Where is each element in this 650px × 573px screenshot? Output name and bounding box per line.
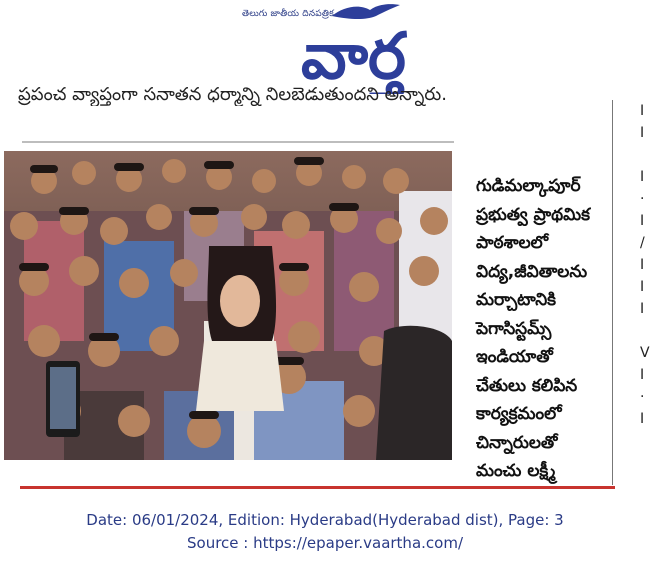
caption-line: కార్యక్రమంలో [476, 404, 562, 424]
previous-article-last-line: ప్రపంచ వ్యాప్తంగా సనాతన ధర్మాన్ని నిలబెడుతుందని అన్నారు. [18, 84, 447, 105]
caption-line: గుడిమల్కాపూర్ [476, 176, 581, 196]
caption-line: పాఠశాలలో [476, 233, 549, 253]
divider-rule [22, 141, 454, 143]
section-rule [20, 486, 615, 489]
caption-line: విద్య,జీవితాలను [476, 261, 588, 282]
caption-line: ఇండియాతో [476, 347, 553, 367]
adjacent-column-text: I I I · I / I I I V I · I [640, 103, 650, 427]
caption-line: చిన్నారులతో [476, 432, 558, 453]
source-info: Source : https://epaper.vaartha.com/ [187, 534, 463, 552]
masthead-logo: వార్త [300, 20, 407, 94]
photo-caption [476, 172, 616, 486]
news-photo [4, 151, 452, 460]
masthead [0, 0, 650, 96]
caption-line: పెగాసిస్టమ్స్ [476, 318, 552, 339]
caption-line: చేతులు కలిపిన [476, 375, 578, 396]
caption-line: మంచు లక్ష్మీ [476, 461, 556, 481]
edition-info: Date: 06/01/2024, Edition: Hyderabad(Hyderabad dist), Page: 3 [86, 511, 564, 529]
caption-line: ప్రభుత్వ ప్రాథమిక [476, 204, 590, 225]
caption-line: మర్చాటానికి [476, 290, 557, 310]
masthead-tagline: తెలుగు జాతీయ దినపత్రిక [242, 9, 335, 19]
